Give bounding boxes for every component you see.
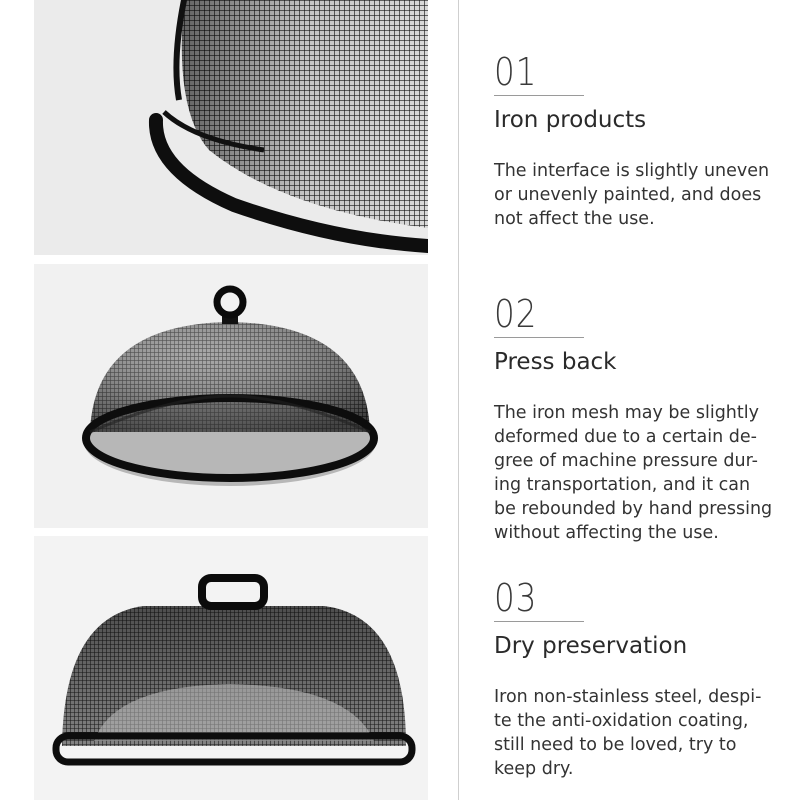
- step-description: The iron mesh may be slightly deformed due to a certain de- gree of machine pressure dur- ing transportation, and it can be rebounded by hand pressing without affecting the use.: [494, 403, 773, 543]
- step-number: 03: [494, 576, 538, 620]
- rectangular-cover-image: [34, 536, 428, 800]
- step-rule: [494, 621, 584, 622]
- step-3: [494, 576, 794, 781]
- round-dome-cover-image: [34, 264, 428, 528]
- step-number: 01: [494, 50, 538, 94]
- step-title: Press back: [494, 349, 617, 375]
- mesh-rim-closeup-image: [34, 0, 428, 255]
- step-number: 02: [494, 292, 538, 336]
- step-2: [494, 292, 794, 545]
- vertical-divider: [458, 0, 459, 800]
- step-title: Iron products: [494, 107, 647, 133]
- step-title: Dry preservation: [494, 633, 688, 659]
- step-rule: [494, 95, 584, 96]
- step-description: Iron non-stainless steel, despi- te the anti-oxidation coating, still need to be loved, try to keep dry.: [494, 687, 762, 779]
- step-rule: [494, 337, 584, 338]
- step-1: [494, 50, 794, 231]
- step-description: The interface is slightly uneven or unevenly painted, and does not affect the use.: [494, 161, 770, 229]
